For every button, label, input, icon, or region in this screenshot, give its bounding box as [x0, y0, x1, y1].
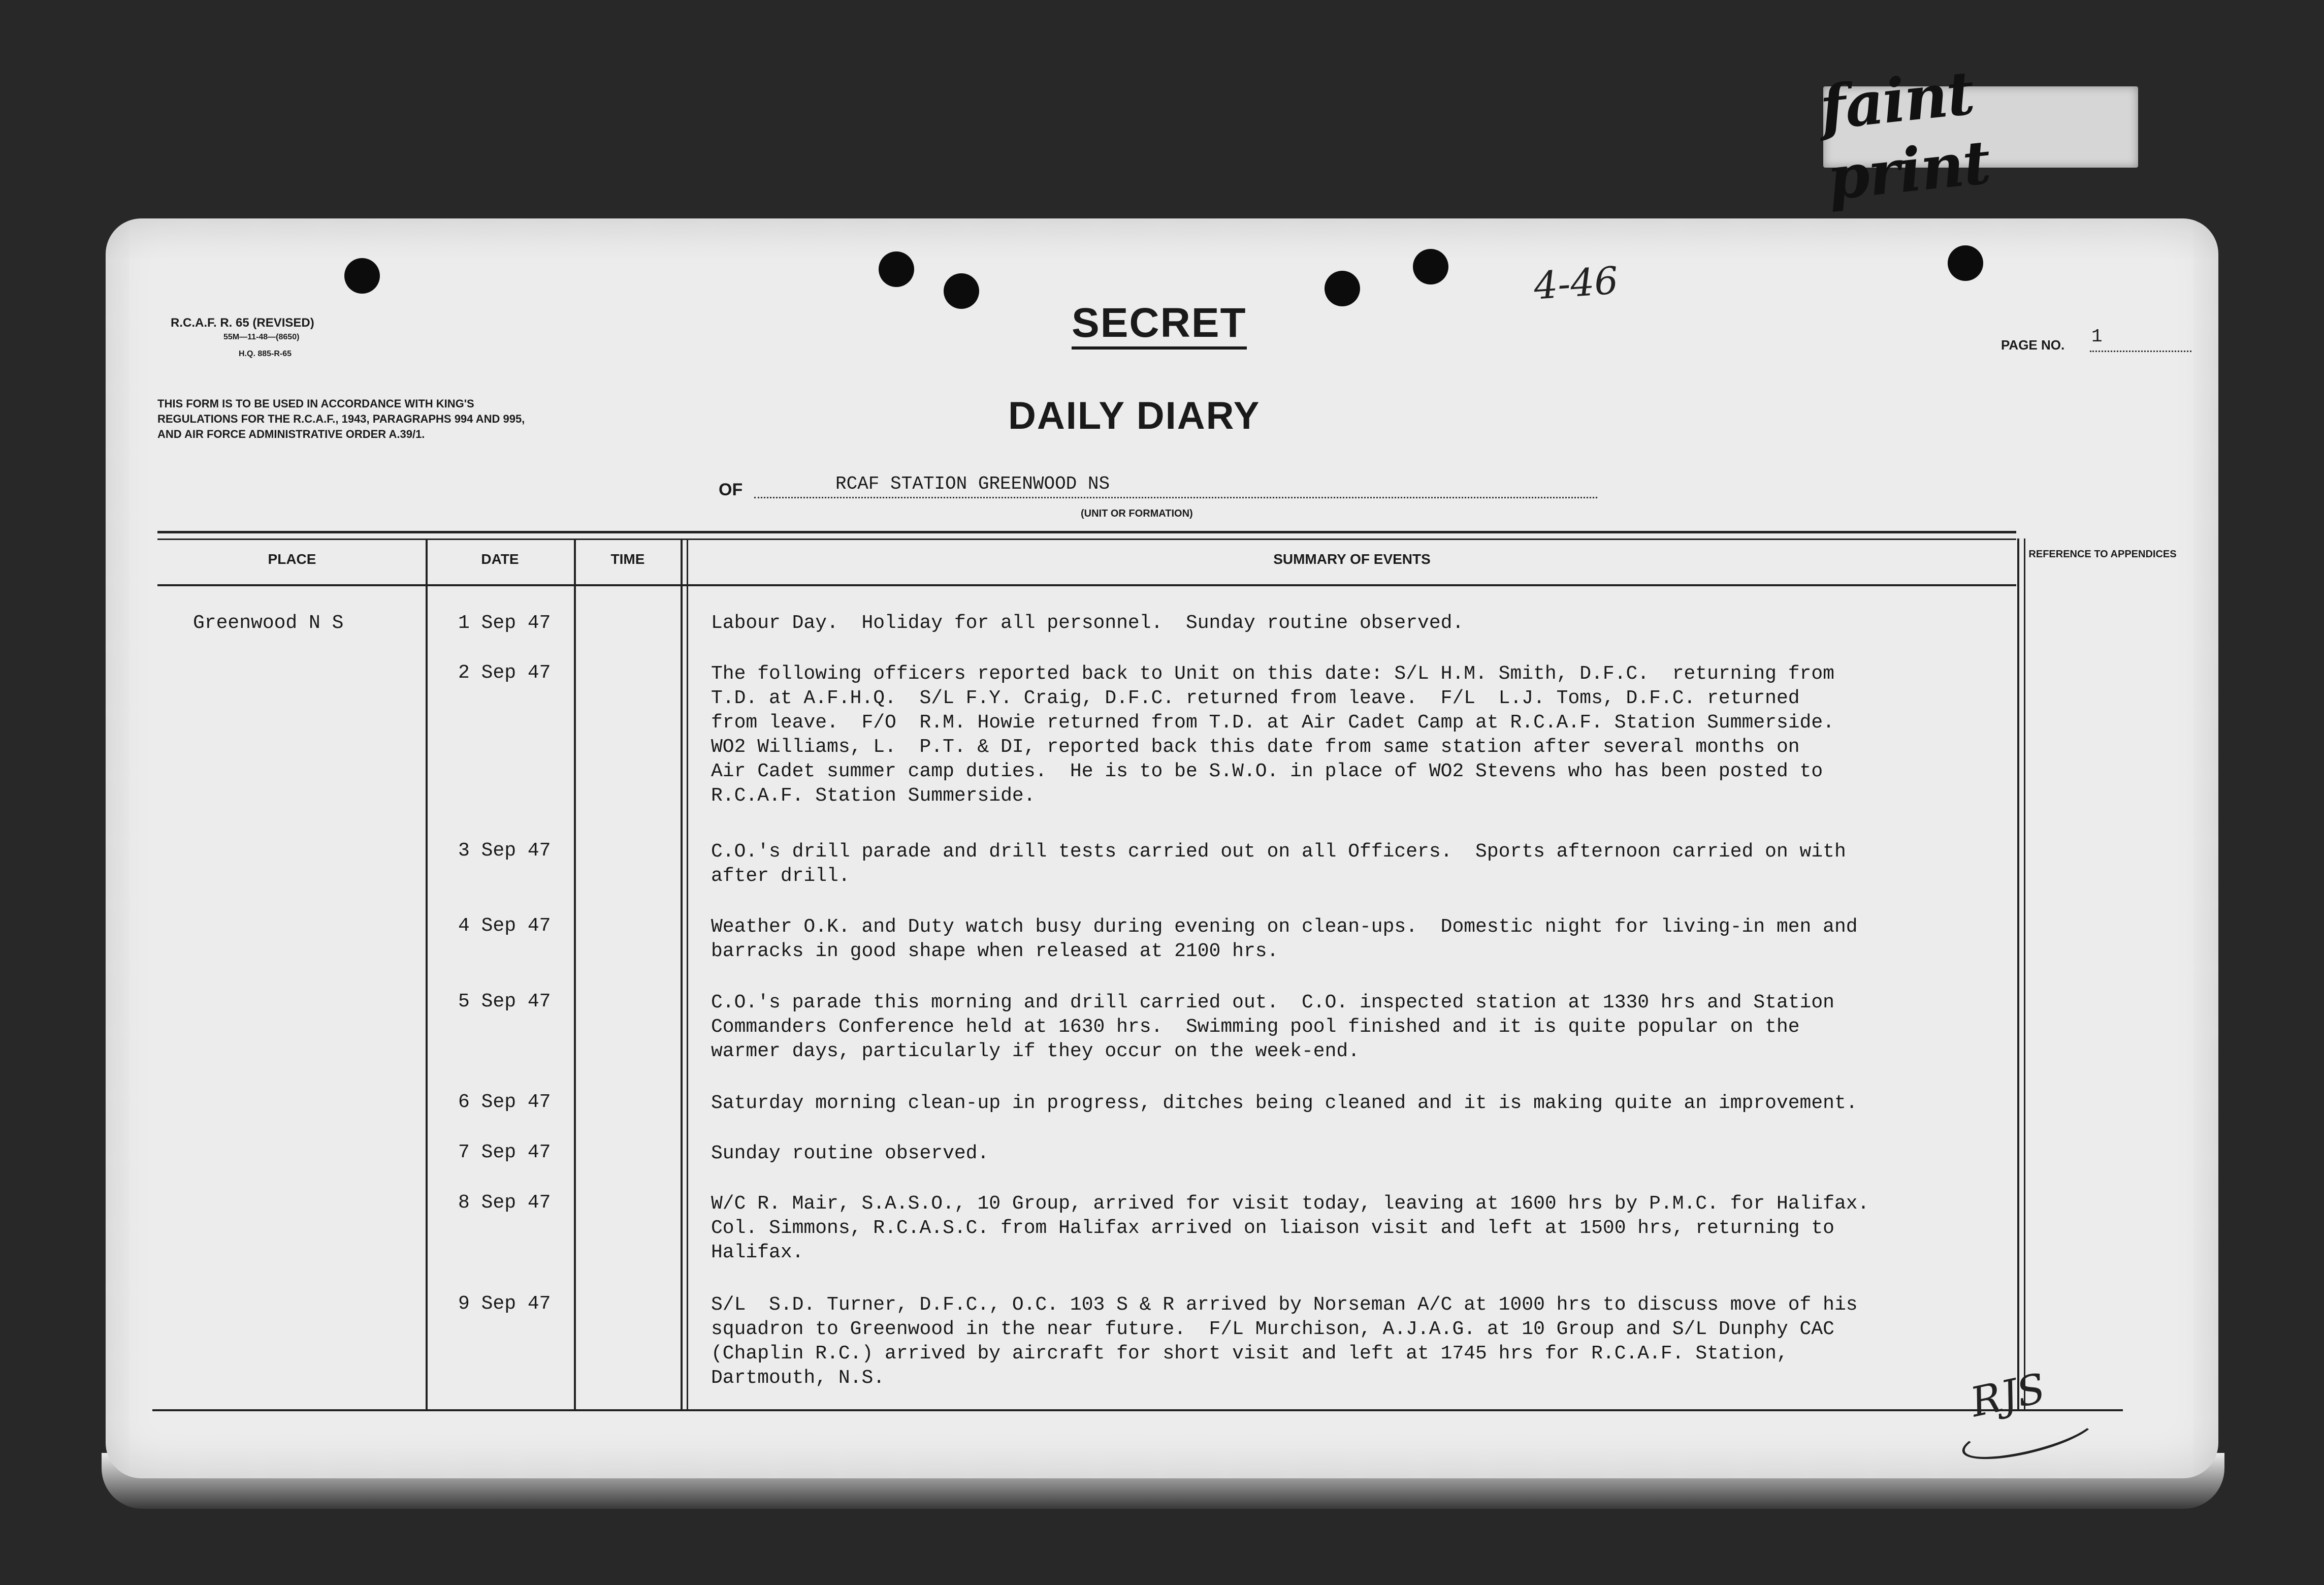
column-divider: [426, 538, 428, 1409]
entry-date: 4 Sep 47: [458, 915, 551, 937]
faint-print-text: faint print: [1817, 57, 1993, 214]
punch-hole: [944, 273, 979, 309]
handwritten-initials: RJS: [1966, 1364, 2050, 1426]
column-divider: [2017, 538, 2019, 1409]
entry-date: 2 Sep 47: [458, 662, 551, 684]
table-bottom-rule: [152, 1409, 2123, 1411]
table-top-rule: [157, 531, 2016, 533]
entry-date: 8 Sep 47: [458, 1192, 551, 1214]
classification-heading: SECRET: [1072, 300, 1247, 350]
entry-summary: Saturday morning clean-up in progress, ditches being cleaned and it is making quite an improvement.: [711, 1092, 1858, 1114]
entry-summary: The following officers reported back to Unit on this date: S/L H.M. Smith, D.F.C. returning from T.D. at A.F.H.Q. S/L F.Y. Craig, D.F.C. returned from leave. F/L L.J. Toms, D.F.C. returned from leave. F/O R.M. Howie returned from T.D. at Air Cadet Camp at R.C.A.F. Station Summerside. WO2 Williams, L. P.T. & DI, reported back this date from same station after several months on Air Cadet summer camp duties. He is to be S.W.O. in place of WO2 Stevens who has been posted to R.C.A.F. Station Summerside.: [711, 663, 1834, 807]
entry-summary: Sunday routine observed.: [711, 1143, 989, 1164]
entry-summary: S/L S.D. Turner, D.F.C., O.C. 103 S & R arrived by Norseman A/C at 1000 hrs to discuss move of his squadron to Greenwood in the near future. F/L Murchison, A.J.A.G. at 10 Group and S/L Dunphy CAC (Chaplin R.C.) arrived by aircraft for short visit and left at 1745 hrs for R.C.A.F. Station, Dartmouth, N.S.: [711, 1294, 1858, 1389]
faint-print-label: [1817, 57, 2138, 214]
header-summary: SUMMARY OF EVENTS: [1273, 551, 1431, 567]
entry-date: 9 Sep 47: [458, 1293, 551, 1315]
column-divider: [574, 538, 576, 1409]
entry-summary: Labour Day. Holiday for all personnel. Sunday routine observed.: [711, 612, 1464, 634]
page-number-label: PAGE NO.: [2001, 337, 2065, 353]
form-hq-reference: H.Q. 885-R-65: [239, 350, 292, 358]
entry-date: 1 Sep 47: [458, 612, 551, 634]
table-header-rule: [157, 584, 2016, 586]
header-date: DATE: [481, 551, 519, 567]
entry-summary: Weather O.K. and Duty watch busy during evening on clean-ups. Domestic night for living-in men and barracks in good shape when released at 2100 hrs.: [711, 916, 1858, 962]
unit-caption: (UNIT OR FORMATION): [1081, 508, 1193, 519]
handwritten-reference: 4-46: [1532, 259, 1620, 308]
column-divider: [2024, 538, 2025, 1409]
entry-date: 6 Sep 47: [458, 1091, 551, 1113]
entry-date: 3 Sep 47: [458, 840, 551, 862]
entry-summary: C.O.'s drill parade and drill tests carried out on all Officers. Sports afternoon carried on with after drill.: [711, 841, 1846, 887]
form-print-code: 55M—11-48—(8650): [223, 333, 300, 341]
column-divider: [681, 538, 683, 1409]
punch-hole: [344, 258, 380, 294]
unit-value: RCAF STATION GREENWOOD NS: [835, 473, 1110, 494]
document-title: DAILY DIARY: [1008, 394, 1261, 437]
place-cell: Greenwood N S: [193, 612, 344, 634]
column-divider: [687, 538, 688, 1409]
entry-date: 5 Sep 47: [458, 991, 551, 1012]
page-number-line: [2090, 351, 2191, 352]
table-top-rule: [157, 538, 2016, 540]
punch-hole: [1325, 271, 1360, 306]
entry-summary: W/C R. Mair, S.A.S.O., 10 Group, arrived for visit today, leaving at 1600 hrs by P.M.C. for Halifax. Col. Simmons, R.C.A.S.C. from Halifax arrived on liaison visit and left at 1500 hrs, returning to Halifax.: [711, 1193, 1869, 1263]
punch-hole: [1413, 249, 1448, 284]
punch-hole: [1948, 245, 1983, 281]
header-appendices: REFERENCE TO APPENDICES: [2028, 549, 2177, 560]
entry-summary: C.O.'s parade this morning and drill carried out. C.O. inspected station at 1330 hrs and Station Commanders Conference held at 1630 hrs. Swimming pool finished and it is quite popular on the warmer days, particularly if they occur on the week-end.: [711, 992, 1834, 1062]
unit-label: OF: [719, 480, 743, 499]
form-instruction: THIS FORM IS TO BE USED IN ACCORDANCE WITH KING'S REGULATIONS FOR THE R.C.A.F., 1943, PARAGRAPHS 994 AND 995, AND AIR FORCE ADMINISTRATIVE ORDER A.39/1.: [157, 397, 525, 440]
entry-date: 7 Sep 47: [458, 1142, 551, 1163]
form-number: R.C.A.F. R. 65 (REVISED): [171, 316, 314, 330]
punch-hole: [879, 251, 914, 287]
header-time: TIME: [610, 551, 645, 567]
header-place: PLACE: [268, 551, 316, 567]
page-number-value: 1: [2091, 326, 2103, 347]
unit-line: [754, 497, 1597, 498]
